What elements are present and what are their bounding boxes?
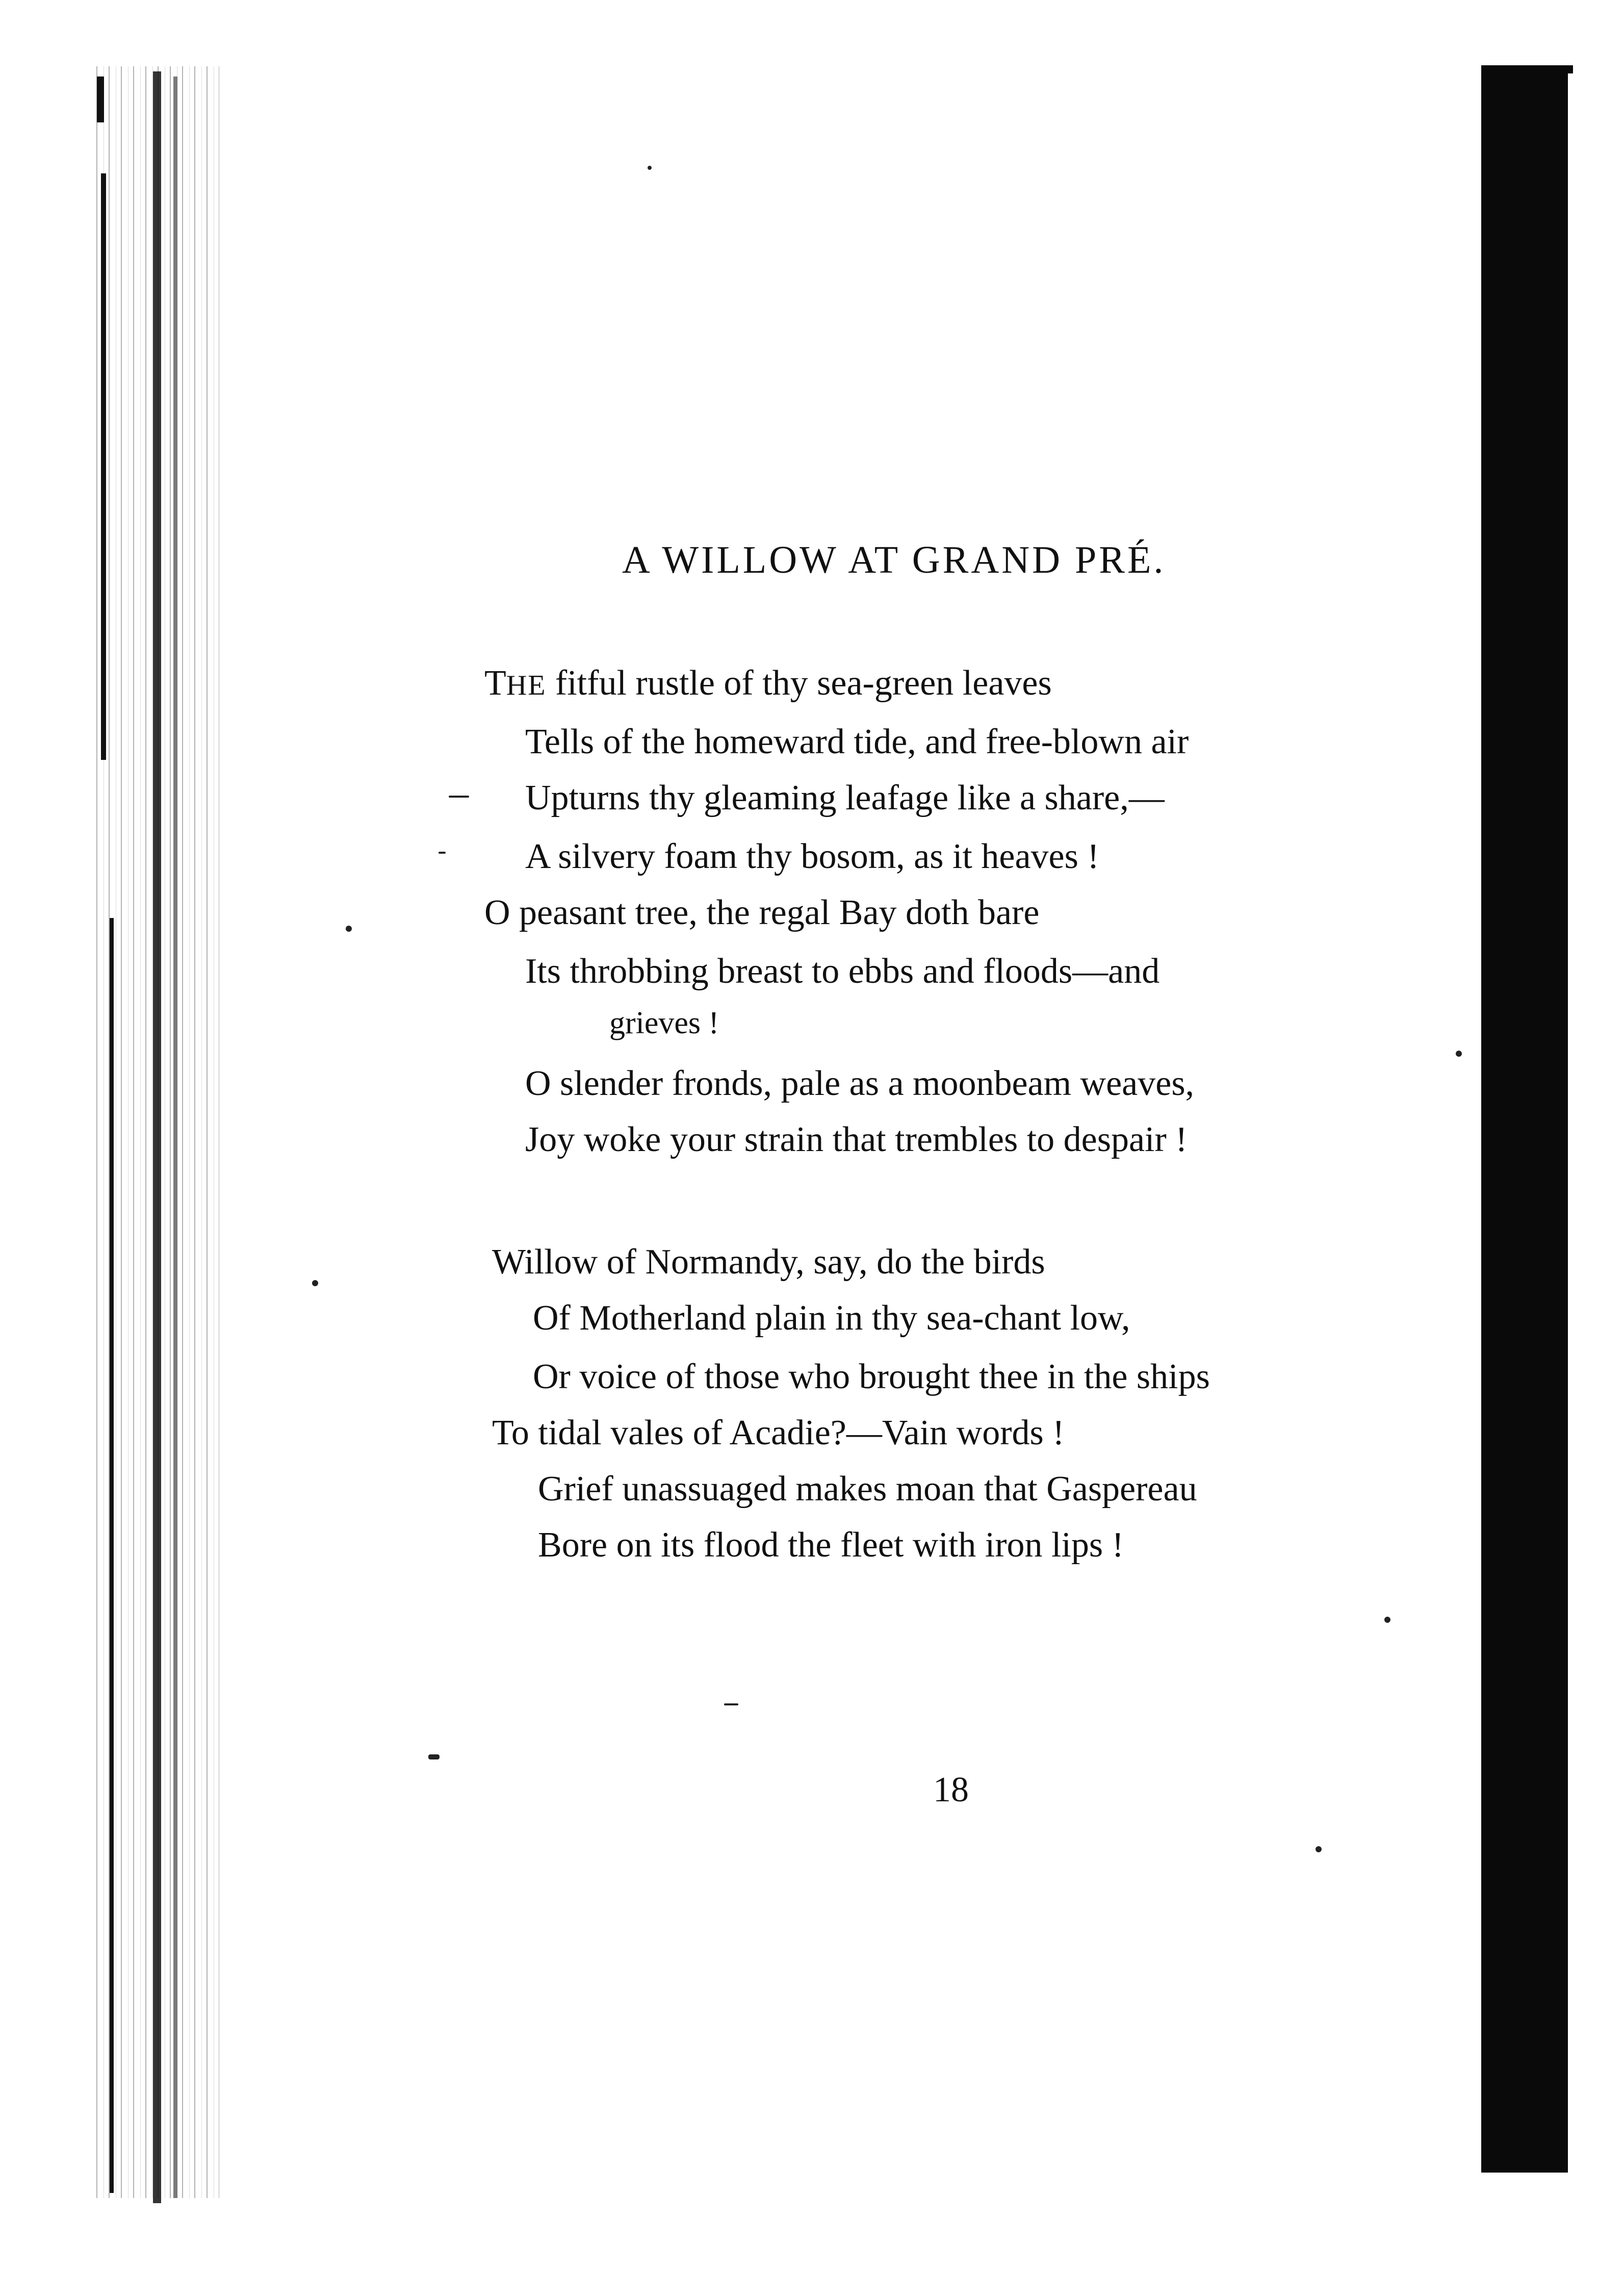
scan-speck (648, 166, 652, 170)
page-number: 18 (933, 1770, 969, 1809)
poem-line: Or voice of those who brought thee in the ships (533, 1357, 1210, 1396)
scan-speck (1384, 1617, 1390, 1623)
spine-mark (97, 76, 104, 122)
scan-speck (428, 1754, 440, 1759)
scan-speck (346, 926, 352, 932)
poem-line: Joy woke your strain that trembles to despair ! (525, 1120, 1188, 1159)
page-edge-shadow (1481, 66, 1568, 2173)
spine-line (173, 76, 177, 2198)
poem-line: Of Motherland plain in thy sea-chant low, (533, 1298, 1130, 1338)
scan-speck (724, 1703, 738, 1705)
poem-line: Bore on its flood the fleet with iron lips ! (538, 1525, 1124, 1565)
poem-line: O slender fronds, pale as a moonbeam weaves, (525, 1064, 1195, 1103)
poem-line: Grief unassuaged makes moan that Gaspereau (538, 1469, 1197, 1509)
poem-line: Upturns thy gleaming leafage like a share,— (525, 778, 1165, 818)
poem-title: A WILLOW AT GRAND PRÉ. (622, 539, 1166, 581)
scan-speck (312, 1280, 318, 1286)
small-caps-word: HE (506, 670, 547, 701)
scan-speck (439, 852, 446, 854)
poem-line: To tidal vales of Acadie?—Vain words ! (492, 1413, 1065, 1452)
scan-speck (1456, 1051, 1462, 1057)
poem-line: Its throbbing breast to ebbs and floods—and (525, 952, 1160, 991)
scan-speck (1316, 1846, 1322, 1852)
spine-mark (110, 918, 114, 2193)
poem-line: A silvery foam thy bosom, as it heaves ! (525, 837, 1099, 876)
poem-line: O peasant tree, the regal Bay doth bare (484, 893, 1040, 932)
poem-line: Tells of the homeward tide, and free-blown air (525, 722, 1189, 761)
scan-speck (449, 796, 469, 798)
poem-line (484, 666, 1052, 701)
poem-line: grieves ! (609, 1006, 719, 1040)
spine-mark (101, 173, 106, 760)
drop-initial: T (484, 664, 506, 703)
spine-line (153, 71, 161, 2203)
poem-line: Willow of Normandy, say, do the birds (492, 1242, 1045, 1282)
poem-line-text: fitful rustle of thy sea-green leaves (546, 664, 1052, 703)
